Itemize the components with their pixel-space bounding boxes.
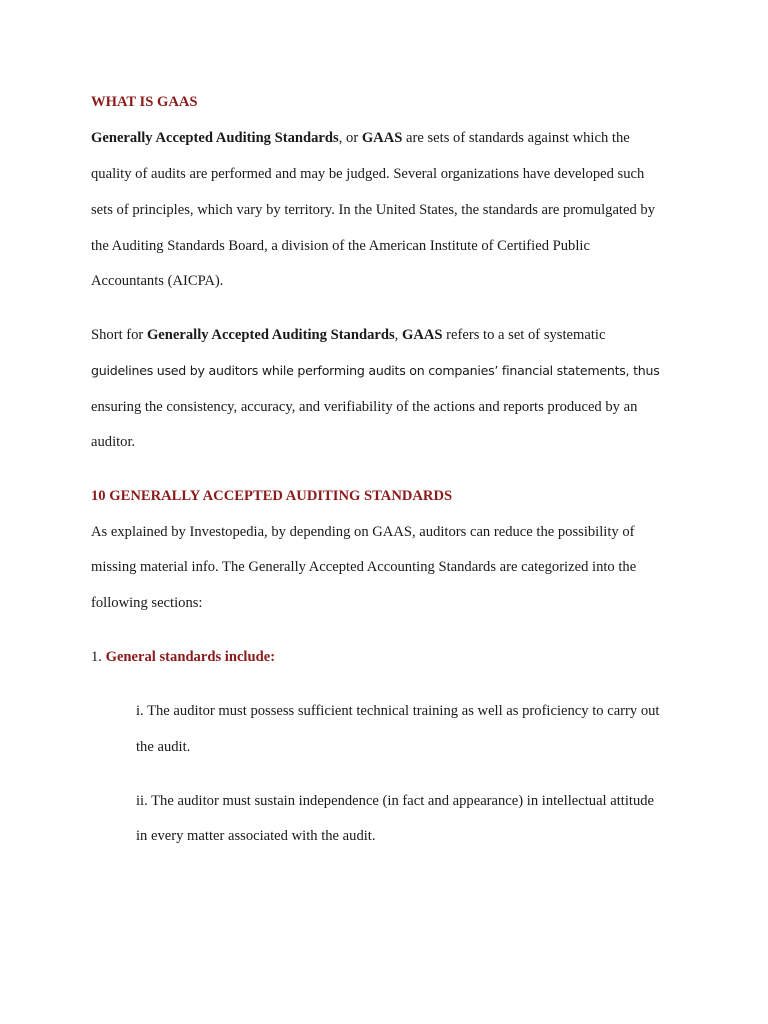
bold-term: Generally Accepted Auditing Standards	[91, 130, 339, 146]
paragraph-line: sets of principles, which vary by territory. In the United States, the standards are promulgated by	[91, 202, 656, 218]
paragraph-line: quality of audits are performed and may be judged. Several organizations have developed such	[91, 166, 645, 182]
text-run: are sets of standards against which the	[402, 130, 630, 146]
list-item-line: the audit.	[136, 739, 191, 755]
text-run: ,	[394, 327, 402, 343]
section-heading-10-standards: 10 GENERALLY ACCEPTED AUDITING STANDARDS	[91, 488, 453, 504]
bold-term: Generally Accepted Auditing Standards	[146, 327, 395, 343]
paragraph-line: missing material info. The Generally Accepted Accounting Standards are categorized into the	[91, 559, 637, 575]
text-run: refers to a set of systematic	[442, 327, 606, 343]
list-title: General standards include:	[105, 649, 276, 665]
bold-term: GAAS	[401, 327, 443, 343]
list-item-line: i. The auditor must possess sufficient technical training as well as proficiency to carry out	[136, 703, 660, 719]
paragraph-line: auditor.	[91, 434, 136, 450]
paragraph-line: As explained by Investopedia, by depending on GAAS, auditors can reduce the possibility of	[91, 524, 635, 540]
list-number: 1.	[91, 649, 106, 665]
list-item-line: ii. The auditor must sustain independence (in fact and appearance) in intellectual attitude	[136, 793, 655, 809]
paragraph-line: following sections:	[91, 595, 203, 611]
section-heading-what-is-gaas: WHAT IS GAAS	[91, 94, 198, 110]
paragraph-line: the Auditing Standards Board, a division of the American Institute of Certified Public	[91, 238, 590, 254]
list-item-line: in every matter associated with the audit.	[136, 828, 376, 844]
paragraph-line: ensuring the consistency, accuracy, and verifiability of the actions and reports produced by an	[91, 399, 638, 415]
paragraph-line: Accountants (AICPA).	[91, 273, 224, 289]
text-run: Short for	[91, 327, 147, 343]
paragraph-line	[91, 326, 605, 344]
bold-term: GAAS	[361, 130, 403, 146]
list-heading	[91, 648, 275, 666]
text-run: , or	[338, 130, 362, 146]
paragraph-line: guidelines used by auditors while performing audits on companies’ financial statements, thus	[91, 363, 660, 378]
paragraph-line	[91, 129, 630, 147]
